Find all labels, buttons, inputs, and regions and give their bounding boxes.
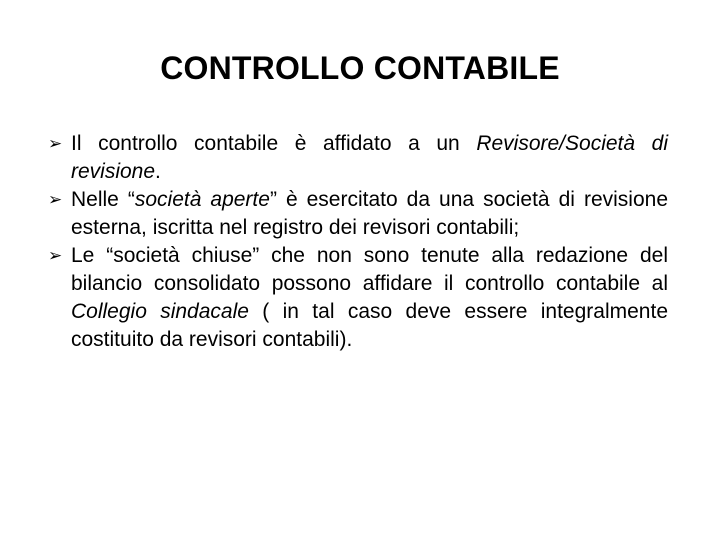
arrow-bullet-icon: ➢: [48, 190, 63, 209]
slide-title: CONTROLLO CONTABILE: [160, 50, 560, 86]
bullet-2-text-a: Nelle “: [71, 188, 135, 211]
bullet-1-text-a: Il controllo contabile è affidato a un: [71, 132, 477, 155]
bullet-1-text-italic: Revisore/Società di revisione: [71, 132, 668, 183]
bullet-3-text-a: Le “società chiuse” che non sono tenute alla redazione del bilancio consolidato possono affidare il controllo contabile al: [71, 244, 668, 295]
bullet-1-text-b: .: [155, 160, 161, 183]
arrow-bullet-icon: ➢: [48, 134, 63, 153]
bullet-3-text-italic: Collegio sindacale: [71, 300, 249, 323]
bullet-3-text-b: ( in tal caso deve essere integralmente costituito da revisori contabili).: [71, 300, 668, 351]
bullet-item-1: [48, 130, 668, 186]
bullet-item-3: [48, 242, 668, 354]
bullet-2-text-b: ” è esercitato da una società di revisione esterna, iscritta nel registro dei revisori contabili;: [71, 188, 668, 239]
bullet-2-text-italic: società aperte: [134, 188, 270, 211]
bullet-item-2: [48, 186, 668, 242]
arrow-bullet-icon: ➢: [48, 246, 63, 265]
bullet-list: [48, 130, 668, 354]
